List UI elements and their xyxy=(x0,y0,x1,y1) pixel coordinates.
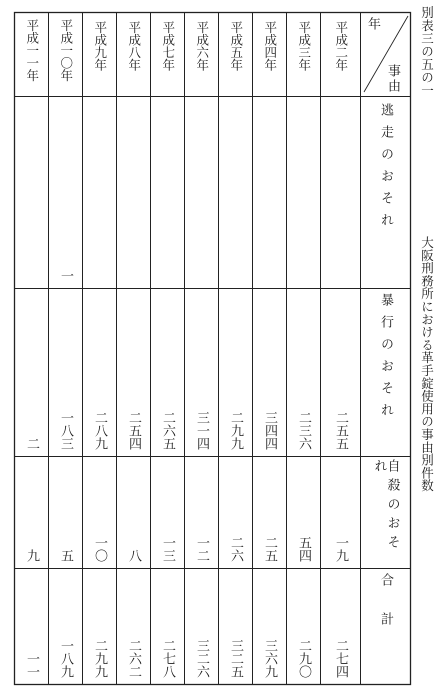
table-cell: 二六二 xyxy=(126,639,141,678)
table-cell: 三四四 xyxy=(262,411,277,450)
year-header: 平成五年 xyxy=(228,21,244,71)
year-header: 平成八年 xyxy=(126,21,142,71)
table-cell: 三二六 xyxy=(194,639,209,678)
table-cell: 二九〇 xyxy=(296,639,311,678)
table-cell: 五 xyxy=(58,549,73,562)
table-cell: 三二五 xyxy=(228,639,243,678)
corner-year-label: 年 xyxy=(365,17,380,30)
table-cell: 二七四 xyxy=(333,639,348,678)
table-cell: 二六五 xyxy=(160,411,175,450)
year-header: 平成九年 xyxy=(92,21,108,71)
table-cell: 八 xyxy=(126,549,141,562)
header-suicide-risk: 自殺のおそれ xyxy=(371,459,400,554)
year-header: 平成七年 xyxy=(160,21,176,71)
year-header: 平成四年 xyxy=(262,21,278,71)
table-cell: 二九九 xyxy=(228,411,243,450)
table-cell: 一三 xyxy=(160,536,175,562)
header-total: 合 計 xyxy=(378,573,393,625)
document-title: 大阪刑務所における革手錠使用の事由別件数 xyxy=(419,236,435,492)
year-header: 平成一〇年 xyxy=(58,19,74,82)
table-cell: 一八九 xyxy=(58,639,73,678)
table-cell: 二三六 xyxy=(296,411,311,450)
header-escape-risk: 逃走のおそれ xyxy=(378,103,393,235)
header-violence-risk: 暴行のおそれ xyxy=(378,293,393,425)
year-header: 平成三年 xyxy=(296,21,312,71)
table-cell: 二六 xyxy=(228,536,243,562)
table-cell: 五四 xyxy=(296,536,311,562)
table-cell: 三六九 xyxy=(262,639,277,678)
table-cell: 二五四 xyxy=(126,411,141,450)
year-header: 平成二年 xyxy=(333,21,349,71)
table-cell: 九 xyxy=(24,549,39,562)
table-cell: 一〇 xyxy=(92,536,107,562)
table-cell: 二八九 xyxy=(92,411,107,450)
table-cell: 三一四 xyxy=(194,411,209,450)
table-cell: 二 xyxy=(24,437,39,450)
table-cell: 一一 xyxy=(24,652,39,678)
table-cell: 二五 xyxy=(262,536,277,562)
table-cell: 二九九 xyxy=(92,639,107,678)
document-label: 別表三の五の一 xyxy=(419,6,435,97)
year-header: 平成一一年 xyxy=(24,19,40,82)
table-cell: 二五五 xyxy=(333,411,348,450)
table-cell: 一九 xyxy=(333,536,348,562)
table-cell: 一 xyxy=(58,269,73,282)
year-header: 平成六年 xyxy=(194,21,210,71)
table-cell: 一八三 xyxy=(58,411,73,450)
table-cell: 二七八 xyxy=(160,639,175,678)
table-cell: 一二 xyxy=(194,536,209,562)
corner-reason-label: 事由 xyxy=(385,64,400,94)
